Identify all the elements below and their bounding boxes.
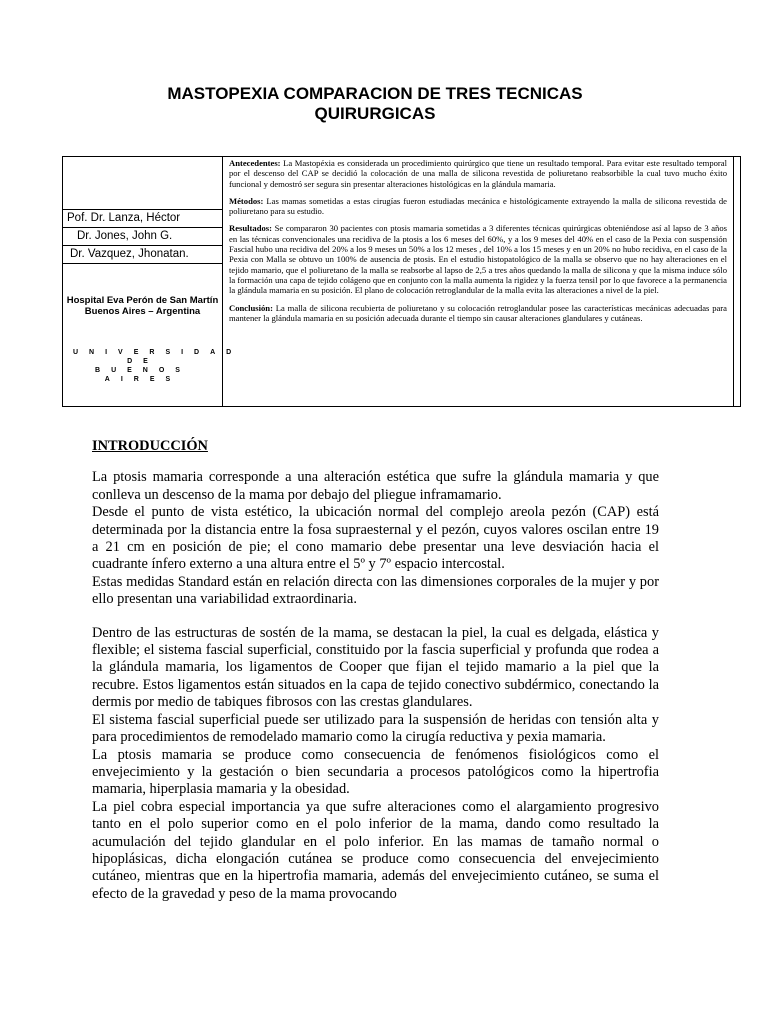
intro-paragraph-7: La piel cobra especial importancia ya que sufre alteraciones como el alargamiento progresivo tanto en el polo superior como en el polo inferior de la mama, dando como resultado la acumulación del tejido glandular en el polo inferior. En las mamas de tamaño normal o hipoplásicas, dicha elongación cutánea se produce como consecuencia del envejecimiento cutáneo, mientras que en la hipertrofia mamaria, además del envejecimiento cutáneo, se suma el efecto de la gravedad y peso de la mama provocando	[92, 798, 659, 902]
intro-paragraph-6: La ptosis mamaria se produce como consecuencia de fenómenos fisiológicos como el envejecimiento y la gestación o bien secundaria a procesos patológicos como la hipertrofia mamaria, hiperplasia mamaria y la obesidad.	[92, 746, 659, 798]
metodos-text: Las mamas sometidas a estas cirugías fueron estudiadas mecánica e histológicamente extrayendo la malla de silicona revestida de poliuretano para su estudio.	[229, 195, 727, 217]
intro-paragraph-2: Desde el punto de vista estético, la ubicación normal del complejo areola pezón (CAP) está determinada por la distancia entre la fosa supraesternal y el pezón, cuyos valores oscilan entre 19 a 21 cm en posición de pie; el cono mamario debe presentar una leve desviación hacia el cuadrante ínfero externo a una altura entre el 5º y 7º espacio intercostal.	[92, 504, 659, 573]
abstract-metodos	[229, 196, 727, 217]
author-2: Dr. Jones, John G.	[63, 227, 222, 245]
right-divider	[733, 157, 734, 406]
antecedentes-text: La Mastopéxia es considerada un procedimiento quirúrgico que tiene un resultado temporal. Para evitar este resultado temporal por el descenso del CAP se decidió la colocación de una malla de silicona revestida de poliuretano reabsorbible la cual tuvo mucho éxito funcional y demostró ser segura sin presentar alteraciones histológicas en la glándula mamaria.	[229, 158, 727, 189]
hospital-name: Hospital Eva Perón de San Martín	[66, 295, 219, 306]
title-line-1: MASTOPEXIA COMPARACION DE TRES TECNICAS	[167, 84, 583, 103]
introduction-heading: INTRODUCCIÓN	[92, 438, 208, 454]
intro-paragraph-5: El sistema fascial superficial puede ser utilizado para la suspensión de heridas con tensión alta y para procedimientos de remodelado mamario como la cirugía reductiva y pexia mamaria.	[92, 711, 659, 746]
abstract-box	[62, 156, 741, 407]
author-1: Pof. Dr. Lanza, Héctor	[63, 209, 222, 227]
hospital-location: Buenos Aires – Argentina	[84, 306, 201, 317]
intro-paragraph-3: Estas medidas Standard están en relación directa con las dimensiones corporales de la mujer y por ello presentan una variabilidad extraordinaria.	[92, 573, 659, 608]
paragraph-gap	[92, 609, 659, 625]
conclusion-text: La malla de silicona recubierta de poliuretano y su colocación retroglandular posee las características mecánicas adecuadas para mantener la glándula mamaria en su posición adecuada durante el tiempo sin causar alteraciones glandulares y cutáneas.	[229, 302, 727, 323]
resultados-label: Resultados:	[229, 223, 272, 234]
resultados-text: Se compararon 30 pacientes con ptosis mamaria sometidas a 3 diferentes técnicas quirúrgicas obteniéndose así al lapso de 3 años en las técnicas convencionales una recidiva de la ptosis a los 6 meses del 60%, y a los 9 meses del 40% en el caso de la Pexia con suspensión Fascial hubo una recidiva del 20% a los 9 meses un 50% a los 12 meses , del 10% a los 15 meses y en un 20% no hubo recidiva, en el caso de la Pexia con Malla se obtuvo un 100% de ausencia de ptosis. En el estudio histopatológico de la malla se observo que no hay alteraciones en el tejido mamario, que el poliuretano de la malla se reabsorbe al lapso de 2,5 a tres años quedando la malla de silicona y que la misma induce sólo la formación una capa de tejido colágeno que en conjunto con la malla aumenta la rigidez y la fuerza tensil por lo que favorece a la permanencia la glándula mamaria en su posición. El plano de colocación retroglandular de la malla evita las alteraciones a nivel de la piel.	[229, 223, 727, 296]
abstract-antecedentes	[229, 158, 727, 189]
abstract-text	[229, 158, 727, 330]
hospital-affiliation	[65, 295, 220, 317]
university-name: UNIVERSIDAD DE BUENOS AIRES	[73, 349, 243, 383]
column-divider	[222, 157, 223, 406]
author-3: Dr. Vazquez, Jhonatan.	[63, 245, 222, 264]
introduction-section	[92, 438, 659, 903]
intro-paragraph-1: La ptosis mamaria corresponde a una alteración estética que sufre la glándula mamaria y que conlleva un descenso de la mama por debajo del pliegue inframamario.	[92, 469, 659, 503]
intro-paragraph-4: Dentro de las estructuras de sostén de la mama, se destacan la piel, la cual es delgada, elástica y flexible; el sistema fascial superficial, constituido por la fascia superficial y profunda que rodea a la glándula mamaria, los ligamentos de Cooper que fijan el tejido mamario a la piel que la recubre. Estos ligamentos están situados en la capa de tejido conectivo subdérmico, conectando la dermis por medio de tabiques fibrosos con las crestas glandulares.	[92, 624, 659, 711]
title-line-2: QUIRURGICAS	[314, 104, 436, 123]
metodos-label: Métodos:	[229, 195, 264, 206]
paper-title	[60, 84, 690, 124]
abstract-resultados	[229, 223, 727, 295]
antecedentes-label: Antecedentes:	[229, 158, 281, 168]
conclusion-label: Conclusión:	[229, 302, 273, 313]
abstract-conclusion	[229, 303, 727, 324]
